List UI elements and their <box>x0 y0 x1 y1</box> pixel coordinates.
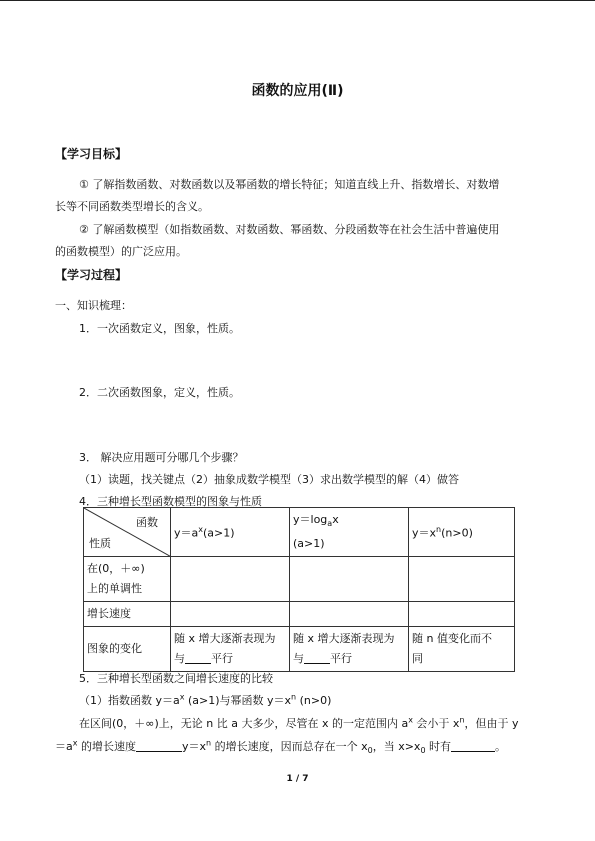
goal-2-line-2: 的函数模型）的广泛应用。 <box>55 245 187 258</box>
row-monotonicity-label: 在(0，＋∞) 上的单调性 <box>84 557 171 602</box>
goals-heading: 【学习目标】 <box>55 147 128 161</box>
item-5-sub-1: （1）指数函数 $y=a^x$ (a>1)与幂函数 $y=x^n$ (n>0) <box>79 692 332 707</box>
blank-exp[interactable] <box>185 653 211 664</box>
growth-models-table <box>83 507 515 672</box>
cell-monotonicity-log <box>290 557 409 602</box>
goal-2-line-1: ② 了解函数模型（如指数函数、对数函数、幂函数、分段函数等在社会生活中普遍使用 <box>79 223 500 236</box>
page-title: 函数的应用(Ⅱ) <box>251 83 344 99</box>
cell-graph-exp: 随 x 增大逐渐表现为 与 平行 <box>171 627 290 672</box>
header-power: $y=x^n(n>0)$ <box>409 508 515 557</box>
row-growth-speed-label: 增长速度 <box>84 602 171 627</box>
item-5: 5．三种增长型函数之间增长速度的比较 <box>79 672 273 685</box>
cell-graph-power: 随 n 值变化而不 同 <box>409 627 515 672</box>
cell-graph-log: 随 x 增大逐渐表现为 与 平行 <box>290 627 409 672</box>
corner-label-property: 性质 <box>89 537 111 551</box>
row-graph-change-label: 图象的变化 <box>84 627 171 672</box>
page-number: 1 / 7 <box>286 774 309 784</box>
item-5-para-line-2: $=a^x$ 的增长速度 $y=x^n$ 的增长速度，因而总存在一个 $x_0$，当 $x>x_0$ 时有 。 <box>55 738 507 756</box>
goal-1-line-2: 长等不同函数类型增长的含义。 <box>55 200 209 213</box>
item-3-answer: （1）读题，找关键点（2）抽象成数学模型（3）求出数学模型的解（4）做答 <box>79 473 459 486</box>
header-exponential: $y=a^x(a>1)$ <box>171 508 290 557</box>
cell-monotonicity-exp <box>171 557 290 602</box>
cell-speed-power <box>409 602 515 627</box>
blank-log[interactable] <box>304 653 330 664</box>
item-1: 1．一次函数定义，图象，性质。 <box>79 322 240 335</box>
item-4: 4．三种增长型函数模型的图象与性质 <box>79 495 262 508</box>
blank-speed-compare[interactable] <box>136 741 182 752</box>
item-2: 2．二次函数图象，定义，性质。 <box>79 386 240 399</box>
cell-speed-exp <box>171 602 290 627</box>
blank-conclusion[interactable] <box>451 741 495 752</box>
top-border <box>0 0 595 1</box>
part1-heading: 一、知识梳理： <box>55 299 132 312</box>
goal-1-line-1: ① 了解指数函数、对数函数以及幂函数的增长特征；知道直线上升、指数增长、对数增 <box>79 178 500 191</box>
cell-speed-log <box>290 602 409 627</box>
header-logarithmic: $y=\log_ax$ (a>1) <box>290 508 409 557</box>
item-3: 3． 解决应用题可分哪几个步骤？ <box>79 451 244 464</box>
item-5-para-line-1: 在区间(0，＋∞)上，无论 n 比 a 大多少，尽管在 x 的一定范围内 $a^x$ 会小于 $x^n$，但由于 y <box>79 715 519 730</box>
table-corner-cell <box>84 508 171 557</box>
cell-monotonicity-power <box>409 557 515 602</box>
corner-label-function: 函数 <box>136 516 158 529</box>
process-heading: 【学习过程】 <box>55 268 128 282</box>
